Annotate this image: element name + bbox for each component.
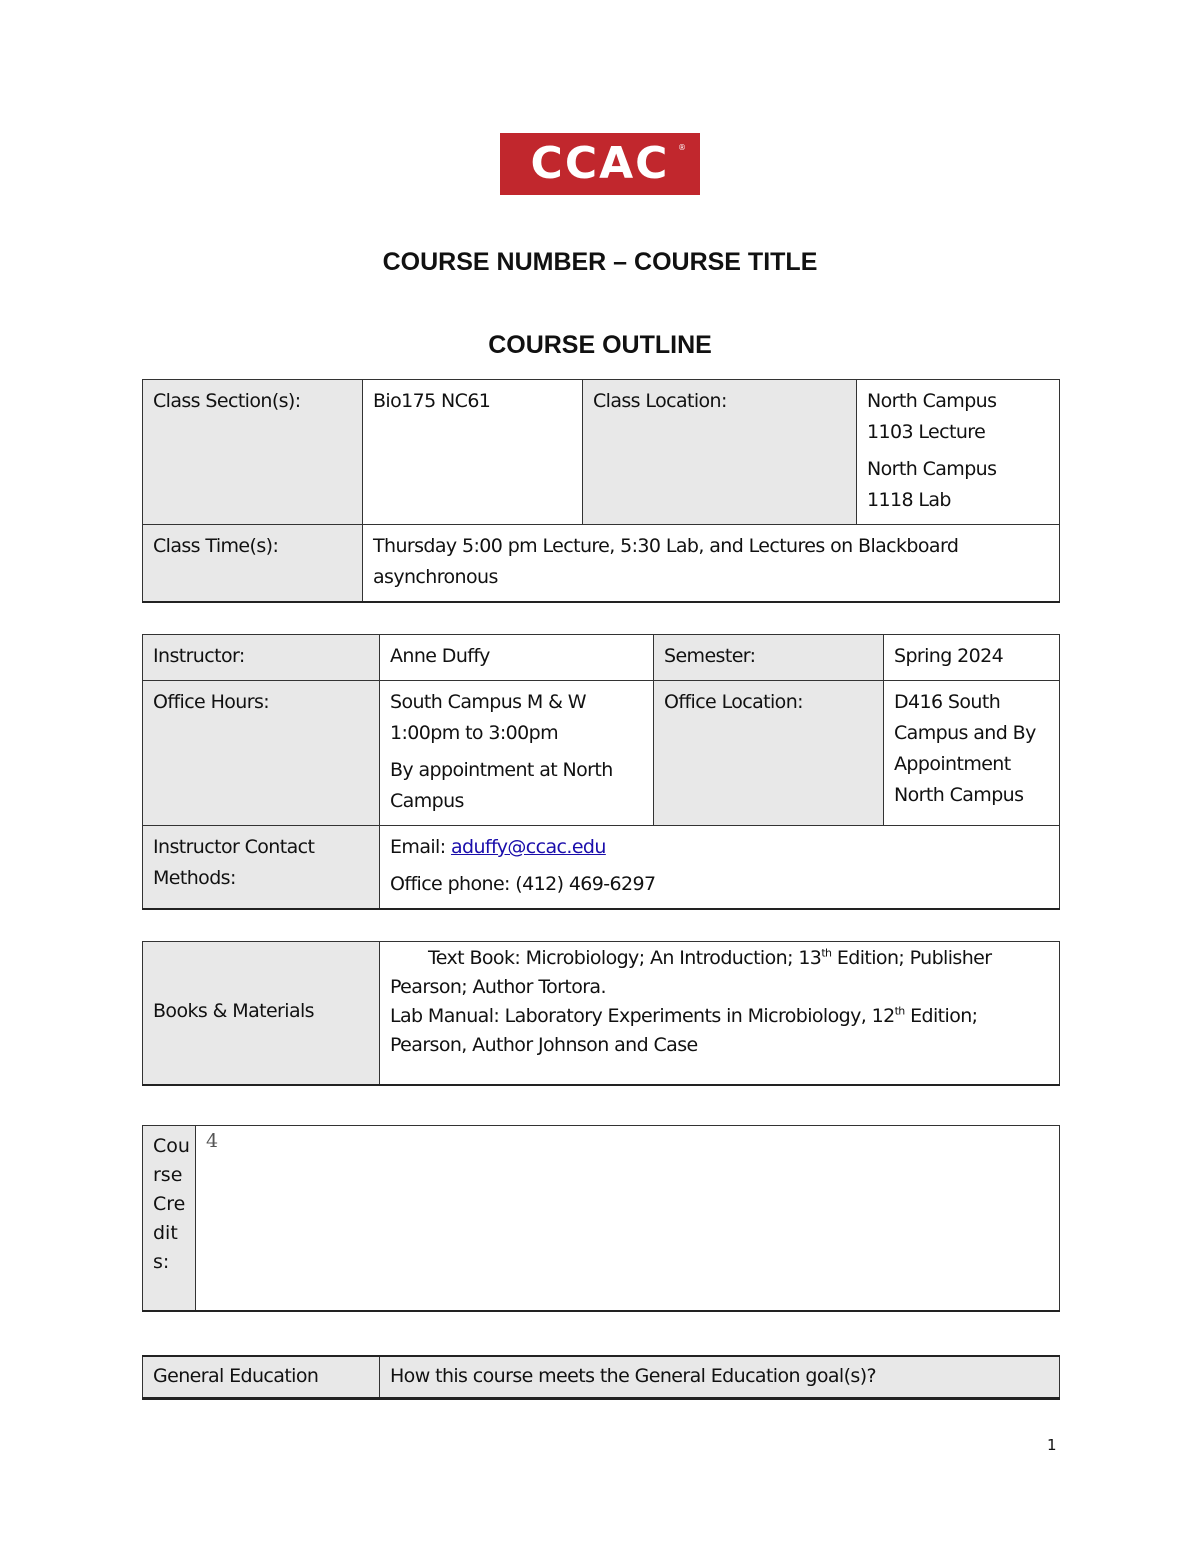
class-time-value: Thursday 5:00 pm Lecture, 5:30 Lab, and Lectures on Blackboard asynchronous — [363, 525, 1060, 603]
general-education-table — [142, 1355, 1060, 1400]
location-line: 1103 Lecture — [867, 421, 986, 443]
course-credits-label: Course Credits: — [143, 1126, 196, 1311]
contact-methods-value — [380, 826, 1060, 910]
books-table — [142, 941, 1060, 1086]
instructor-label: Instructor: — [143, 635, 380, 681]
class-info-table — [142, 379, 1060, 603]
document-title: COURSE NUMBER – COURSE TITLE — [382, 248, 818, 276]
location-line: North Campus — [867, 458, 997, 480]
books-label: Books & Materials — [143, 942, 380, 1085]
course-credits-table — [142, 1125, 1060, 1312]
location-line: 1118 Lab — [867, 489, 951, 511]
class-location-value — [857, 380, 1060, 525]
semester-label: Semester: — [654, 635, 884, 681]
email-link[interactable]: aduffy@ccac.edu — [450, 836, 606, 858]
lab-manual-line: Lab Manual: Laboratory Experiments in Microbiology, 12th Edition; Pearson, Author Johnson and Case — [390, 1004, 978, 1056]
contact-methods-label: Instructor Contact Methods: — [143, 826, 380, 910]
general-education-value: How this course meets the General Education goal(s)? — [380, 1356, 1060, 1398]
location-line: North Campus — [867, 390, 997, 412]
instructor-info-table — [142, 634, 1060, 910]
class-location-label: Class Location: — [583, 380, 857, 525]
office-hours-line: 1:00pm to 3:00pm — [390, 722, 559, 744]
office-hours-label: Office Hours: — [143, 681, 380, 826]
general-education-label: General Education — [143, 1356, 380, 1398]
semester-value: Spring 2024 — [884, 635, 1060, 681]
instructor-value: Anne Duffy — [380, 635, 654, 681]
class-time-label: Class Time(s): — [143, 525, 363, 603]
registered-mark: ® — [678, 143, 686, 152]
ccac-logo — [500, 133, 700, 195]
page-number: 1 — [1047, 1436, 1057, 1454]
office-hours-line: South Campus M & W — [390, 691, 586, 713]
email-line — [390, 832, 1049, 863]
class-section-label: Class Section(s): — [143, 380, 363, 525]
office-location-label: Office Location: — [654, 681, 884, 826]
office-hours-line: By appointment at North — [390, 759, 613, 781]
textbook-line: Text Book: Microbiology; An Introduction; 13th Edition; Publisher Pearson; Author Tortora. — [390, 946, 992, 998]
email-prefix: Email: — [390, 836, 451, 858]
class-section-value: Bio175 NC61 — [363, 380, 583, 525]
document-subtitle: COURSE OUTLINE — [488, 331, 712, 359]
office-hours-line: Campus — [390, 790, 464, 812]
books-value — [380, 942, 1060, 1085]
office-hours-value — [380, 681, 654, 826]
office-location-value: D416 South Campus and By Appointment North Campus — [884, 681, 1060, 826]
credits-number: 4 — [206, 1130, 218, 1152]
logo-text: CCAC — [530, 138, 670, 189]
phone-line: Office phone: (412) 469-6297 — [390, 873, 656, 895]
course-credits-value — [196, 1126, 1060, 1311]
